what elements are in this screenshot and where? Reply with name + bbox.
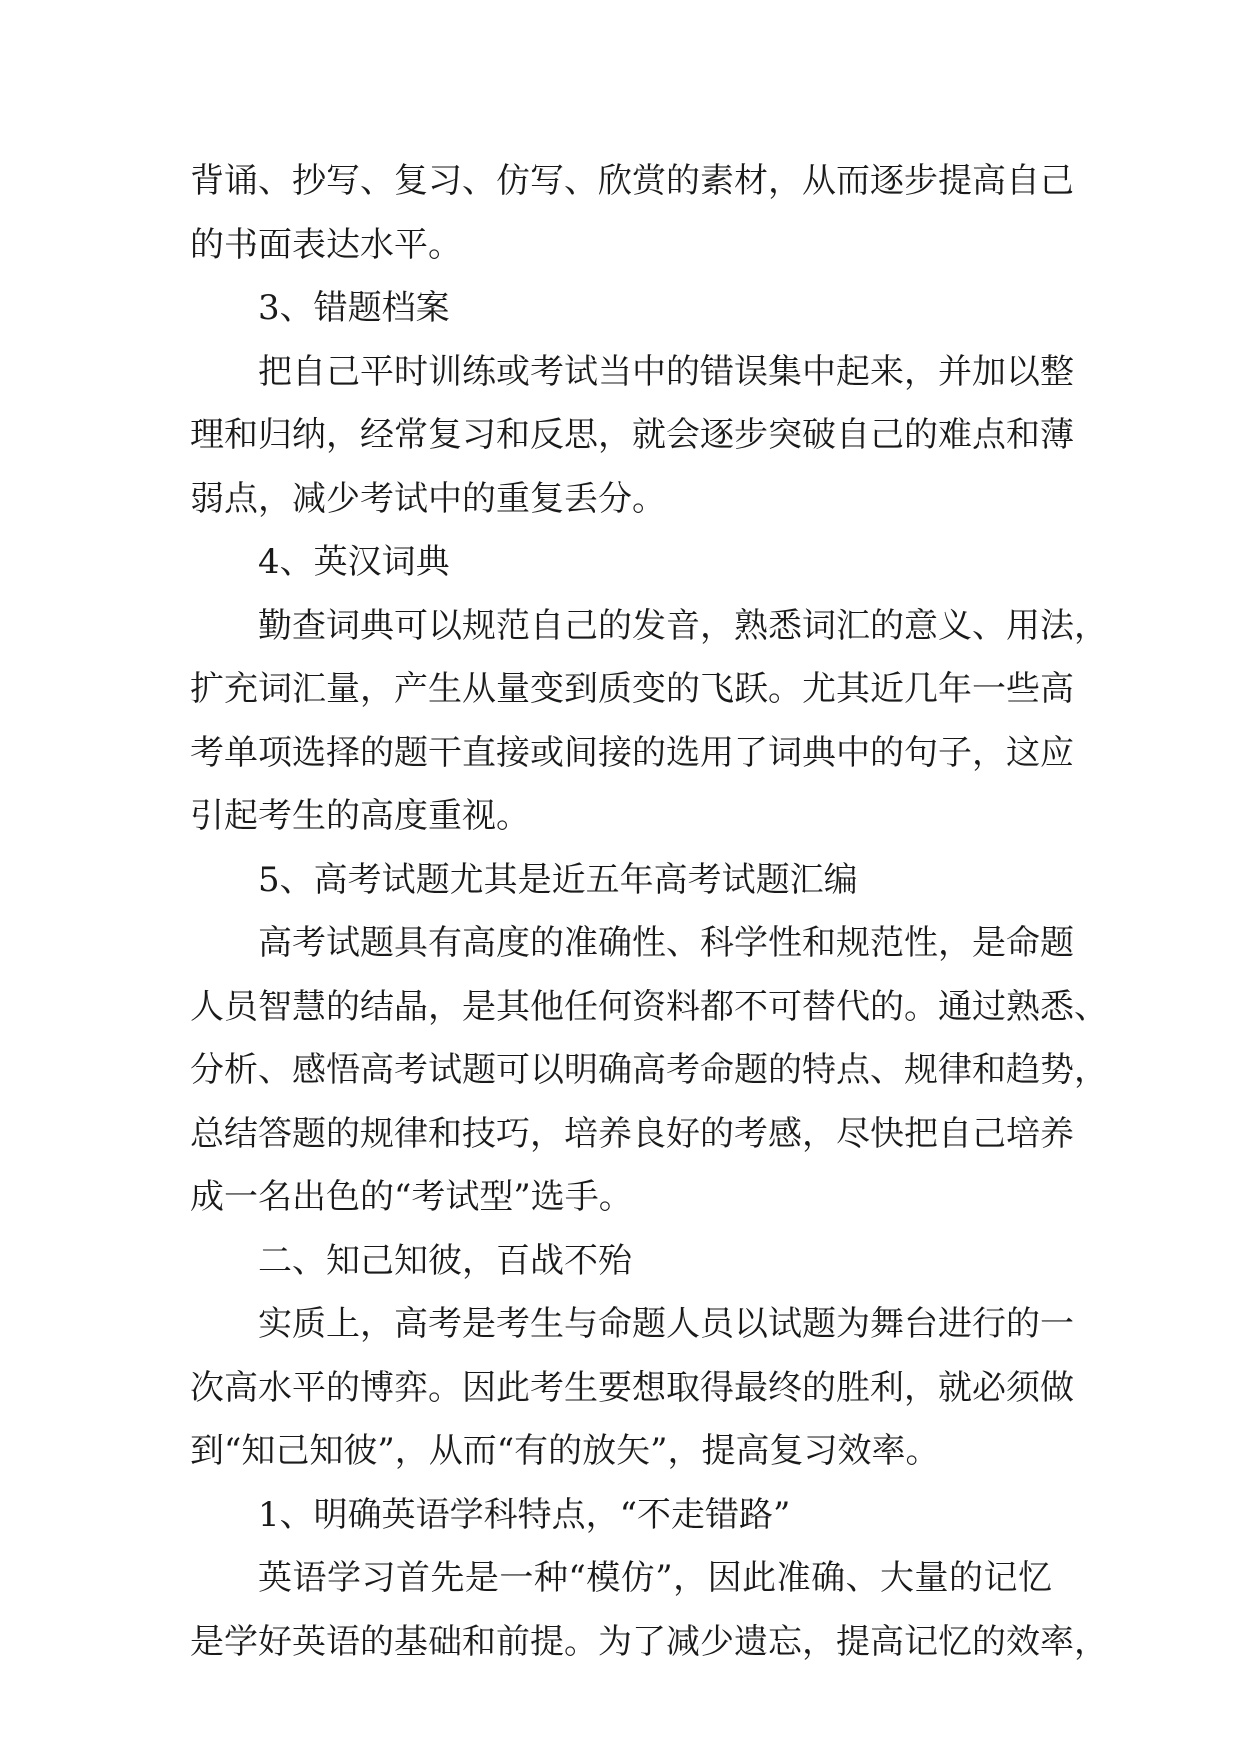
body-text-line: 实质上，高考是考生与命题人员以试题为舞台进行的一 — [258, 1304, 1074, 1344]
body-text-line: 的书面表达水平。 — [190, 224, 462, 265]
body-text-line: 人员智慧的结晶，是其他任何资料都不可替代的。通过熟悉、 — [190, 986, 1108, 1027]
body-text-line: 引起考生的高度重视。 — [190, 796, 530, 836]
body-text-line: 理和归纳，经常复习和反思，就会逐步突破自己的难点和薄 — [190, 415, 1074, 455]
body-text-line: 是学好英语的基础和前提。为了减少遗忘，提高记忆的效率， — [190, 1621, 1108, 1662]
body-text-line: 扩充词汇量，产生从量变到质变的飞跃。尤其近几年一些高 — [190, 669, 1074, 709]
body-text-line: 考单项选择的题干直接或间接的选用了词典中的句子，这应 — [190, 732, 1074, 773]
section-heading: 3、错题档案 — [258, 288, 450, 328]
document-page — [190, 150, 1108, 1674]
body-text-line: 英语学习首先是一种“模仿”，因此准确、大量的记忆 — [258, 1558, 1052, 1598]
body-text-line: 到“知己知彼”，从而“有的放矢”，提高复习效率。 — [190, 1431, 940, 1471]
section-heading: 5、高考试题尤其是近五年高考试题汇编 — [258, 859, 858, 900]
body-text-line: 弱点，减少考试中的重复丢分。 — [190, 478, 666, 519]
body-text-line: 成一名出色的“考试型”选手。 — [190, 1177, 633, 1217]
section-heading: 二、知己知彼，百战不殆 — [258, 1240, 632, 1281]
body-text-line: 高考试题具有高度的准确性、科学性和规范性，是命题 — [258, 923, 1074, 963]
body-text-line: 把自己平时训练或考试当中的错误集中起来，并加以整 — [258, 351, 1074, 392]
body-text-line: 勤查词典可以规范自己的发音，熟悉词汇的意义、用法， — [258, 605, 1108, 646]
body-text-line: 背诵、抄写、复习、仿写、欣赏的素材，从而逐步提高自己 — [190, 161, 1074, 201]
body-text-line: 总结答题的规律和技巧，培养良好的考感，尽快把自己培养 — [190, 1113, 1074, 1154]
body-text-line: 分析、感悟高考试题可以明确高考命题的特点、规律和趋势， — [190, 1050, 1108, 1090]
body-text-line: 次高水平的博弈。因此考生要想取得最终的胜利，就必须做 — [190, 1367, 1074, 1408]
section-heading: 4、英汉词典 — [258, 542, 450, 582]
section-heading: 1、明确英语学科特点，“不走错路” — [258, 1494, 791, 1535]
